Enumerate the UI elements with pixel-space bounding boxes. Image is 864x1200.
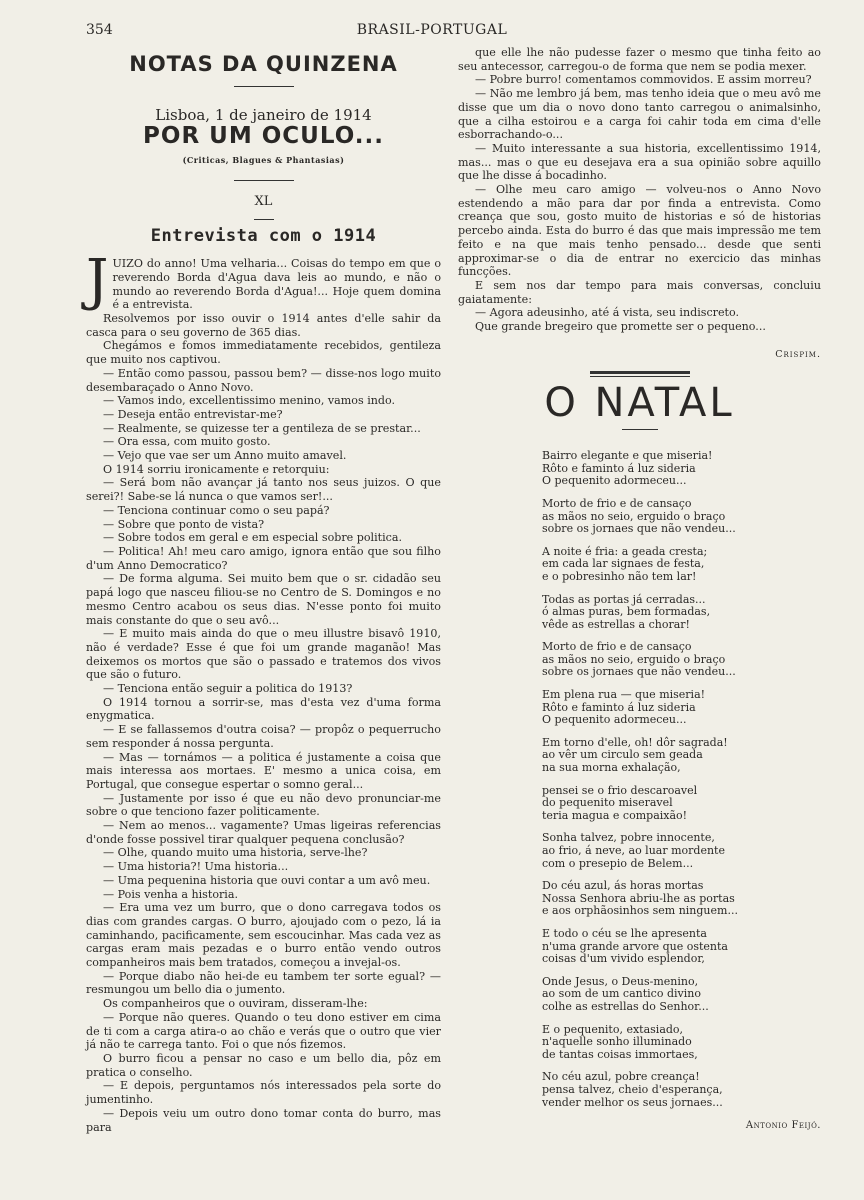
poem-line: vêde as estrellas a chorar!: [542, 617, 690, 631]
paragraph: — Porque não queres. Quando o teu dono estiver em cima de ti com a carga atira-o ao chão e verás que o outro que vier já não te carrega tanto. Foi o que nós fizemos.: [86, 1010, 441, 1052]
divider: [234, 180, 294, 181]
poem-line: Do céu azul, ás horas mortas: [542, 879, 704, 893]
divider: [622, 429, 658, 430]
poem-stanza: [542, 976, 821, 1014]
paragraph: — Será bom não avançar já tanto nos seus juizos. O que serei?! Sabe-se lá nunca o que vamos ser!...: [86, 476, 441, 504]
paragraph: — De forma alguma. Sei muito bem que o sr. cidadão seu papá logo que nasceu filiou-se no Centro de S. Domingos e no mesmo Centro acabou os seus dias. N'esse ponto foi muito mais constante do que o seu avô...: [86, 572, 441, 627]
paragraph: E sem nos dar tempo para mais conversas, concluiu gaiatamente:: [458, 278, 821, 306]
poem-line: coisas d'um vivido esplendor,: [542, 952, 705, 966]
poem-line: as mãos no seio, erguido o braço: [542, 509, 726, 523]
paragraph: — Deseja então entrevistar-me?: [103, 407, 283, 421]
column-title: POR UM OCULO...: [143, 123, 384, 150]
divider: [254, 219, 274, 220]
paragraph: — Porque diabo não hei-de eu tambem ter sorte egual? — resmungou um bello dia o jumento.: [86, 969, 441, 997]
paragraph: Resolvemos por isso ouvir o 1914 antes d'elle sahir da casca para o seu governo de 365 dias.: [86, 312, 441, 339]
paragraph: — Sobre todos em geral e em especial sobre politica.: [103, 531, 402, 545]
right-column: [458, 46, 821, 1133]
column-subtitle: (Criticas, Blagues & Phantasias): [182, 155, 345, 166]
article-title: Entrevista com o 1914: [150, 225, 377, 246]
poem-line: ó almas puras, bem formadas,: [542, 605, 711, 619]
paragraph: — Não me lembro já bem, mas tenho ideia que o meu avô me disse que um dia o novo dono tanto carregou o animalsinho, que a cilha estoirou e a carga foi cahir toda em cima d'elle esborrachando-o...: [458, 87, 821, 142]
chapter-numeral: XL: [254, 193, 273, 209]
signature: Crispim.: [775, 348, 821, 360]
paragraph: — E se fallassemos d'outra coisa? — propôz o pequerrucho sem responder á nossa pergunta.: [86, 723, 441, 750]
poem-stanza: [542, 880, 821, 918]
first-paragraph-text: UIZO do anno! Uma velharia... Coisas do tempo em que o reverendo Borda d'Agua dava leis ao mundo, e não o mundo ao reverendo Borda d'Agua!... Hoje quem domina é a entrevista.: [112, 257, 441, 312]
poem-line: No céu azul, pobre creança!: [542, 1070, 700, 1084]
paragraph: Que grande bregeiro que promette ser o pequeno...: [475, 320, 766, 334]
poem-line: sobre os jornaes que não vendeu...: [542, 522, 736, 536]
poem-author: Antonio Feijó.: [745, 1120, 821, 1132]
paragraph: O 1914 sorriu ironicamente e retorquiu:: [103, 462, 330, 476]
paragraph: — Depois veiu um outro dono tomar conta do burro, mas para: [86, 1106, 441, 1134]
poem-stanza: [542, 737, 821, 775]
paragraph: — Sobre que ponto de vista?: [103, 517, 265, 531]
paragraph: — E depois, perguntamos nós interessados pela sorte do jumentinho.: [86, 1079, 441, 1107]
poem-line: Em torno d'elle, oh! dôr sagrada!: [542, 735, 728, 749]
poem-line: de tantas coisas immortaes,: [542, 1047, 698, 1061]
poem-line: em cada lar signaes de festa,: [542, 557, 705, 571]
poem-line: E o pequenito, extasiado,: [542, 1022, 684, 1036]
poem-stanza: [542, 928, 821, 966]
paragraph: Chegámos e fomos immediatamente recebidos, gentileza que muito nos captivou.: [86, 339, 441, 367]
poem-stanza: [542, 594, 821, 632]
divider: [234, 86, 294, 87]
article-body-continued: [458, 46, 821, 334]
paragraph: — Ora essa, com muito gosto.: [103, 435, 271, 449]
paragraph: — Olhe meu caro amigo — volveu-nos o Anno Novo estendendo a mão para dar por finda a entrevista. Como creança que sou, gosto muito de historias e só de historias percebo ainda. Esta do burro é das que mais impressão me tem feito e na que mais tenho pensado... desde que senti approximar-se o dia de entrar no exercicio das minhas funcções.: [458, 183, 821, 279]
running-head: BRASIL-PORTUGAL: [356, 22, 508, 38]
poem-line: O pequenito adormeceu...: [542, 474, 687, 488]
poem-line: Morto de frio e de cansaço: [542, 640, 692, 654]
poem-stanza: [542, 641, 821, 679]
paragraph: — Muito interessante a sua historia, excellentissimo 1914, mas... mas o que eu desejava era a sua opinião sobre aquillo que lhe disse á bocadinho.: [458, 141, 821, 183]
poem-line: Em plena rua — que miseria!: [542, 688, 706, 702]
first-paragraph: [86, 248, 441, 314]
poem-line: Rôto e faminto á luz sideria: [542, 700, 696, 714]
paragraph: — Era uma vez um burro, que o dono carregava todos os dias com grandes cargas. O burro, ajoujado com o pezo, lá ia caminhando, pacificamente, sem escoucinhar. Mas cada vez as cargas eram mais pezadas e o burro então vendo outros companheiros mais bem tratados, começou a invejal-os.: [86, 901, 441, 970]
poem-line: vender melhor os seus jornaes...: [542, 1095, 723, 1109]
poem-stanza: [542, 1024, 821, 1062]
poem-line: A noite é fria: a geada cresta;: [542, 544, 708, 558]
poem-line: n'aquelle sonho illuminado: [542, 1035, 692, 1049]
poem-title: O NATAL: [544, 380, 735, 427]
poem-line: e aos orphãosinhos sem ninguem...: [542, 904, 738, 918]
paragraph: — Nem ao menos... vagamente? Umas ligeiras referencias d'onde fosse possivel tirar qualquer pequena conclusão?: [86, 819, 441, 846]
poem-line: ao frio, á neve, ao luar mordente: [542, 844, 725, 858]
divider: [590, 371, 690, 377]
paragraph: O burro ficou a pensar no caso e um bello dia, pôz em pratica o conselho.: [86, 1052, 441, 1079]
paragraph: — Olhe, quando muito uma historia, serve-lhe?: [103, 846, 368, 860]
paragraph: — Realmente, se quizesse ter a gentileza de se prestar...: [103, 421, 421, 435]
paragraph: — Mas — tornámos — a politica é justamente a coisa que mais interessa aos mortaes. E' mesmo a unica coisa, em Portugal, que consegue espertar o somno geral...: [86, 750, 441, 791]
poem-line: O pequenito adormeceu...: [542, 713, 687, 727]
section-title: NOTAS DA QUINZENA: [129, 52, 398, 76]
poem-line: Morto de frio e de cansaço: [542, 496, 692, 510]
paragraph: — Uma historia?! Uma historia...: [103, 860, 289, 874]
poem-stanza: [542, 832, 821, 870]
poem-line: ao som de um cantico divino: [542, 987, 701, 1001]
paragraph: — Vejo que vae ser um Anno muito amavel.: [103, 449, 347, 463]
poem-line: do pequenito miseravel: [542, 796, 673, 810]
poem-line: e o pobresinho não tem lar!: [542, 569, 697, 583]
poem-stanza: [542, 546, 821, 584]
paragraph: — Vamos indo, excellentissimo menino, vamos indo.: [103, 394, 396, 408]
paragraph: — Uma pequenina historia que ouvi contar a um avô meu.: [103, 873, 431, 887]
poem-line: sobre os jornaes que não vendeu...: [542, 665, 736, 679]
paragraph: — Então como passou, passou bem? — disse-nos logo muito desembaraçado o Anno Novo.: [86, 366, 441, 394]
poem-line: com o presepio de Belem...: [542, 856, 694, 870]
poem-line: Sonha talvez, pobre innocente,: [542, 831, 715, 845]
paragraph: que elle lhe não pudesse fazer o mesmo que tinha feito ao seu antecessor, carregou-o de forma que nem se podia mexer.: [458, 46, 821, 73]
paragraph: O 1914 tornou a sorrir-se, mas d'esta vez d'uma forma enygmatica.: [86, 695, 441, 723]
poem-line: pensa talvez, cheio d'esperança,: [542, 1082, 723, 1096]
paragraph: — Tenciona então seguir a politica do 1913?: [103, 682, 353, 696]
poem-stanza: [542, 450, 821, 488]
poem-line: teria magua e compaixão!: [542, 808, 688, 822]
poem-line: as mãos no seio, erguido o braço: [542, 652, 726, 666]
poem-stanza: [542, 1071, 821, 1109]
article-body: [86, 312, 441, 1134]
poem: [542, 450, 821, 1109]
page-number: 354: [86, 22, 113, 38]
dateline: Lisboa, 1 de janeiro de 1914: [155, 105, 372, 124]
drop-cap: J: [86, 248, 109, 314]
poem-line: n'uma grande arvore que ostenta: [542, 939, 728, 953]
poem-stanza: [542, 498, 821, 536]
poem-line: colhe as estrellas do Senhor...: [542, 999, 709, 1013]
left-column: [86, 52, 441, 1134]
paragraph: — Tenciona continuar como o seu papá?: [103, 503, 330, 517]
paragraph: — Agora adeusinho, até á vista, seu indiscreto.: [475, 306, 739, 320]
paragraph: — Pobre burro! comentamos commovidos. E assim morreu?: [475, 73, 812, 87]
paragraph: — Justamente por isso é que eu não devo pronunciar-me sobre o que tenciono fazer politicamente.: [86, 791, 441, 819]
poem-line: Onde Jesus, o Deus-menino,: [542, 974, 699, 988]
poem-line: pensei se o frio descaroavel: [542, 783, 698, 797]
poem-line: Todas as portas já cerradas...: [542, 592, 706, 606]
poem-line: E todo o céu se lhe apresenta: [542, 926, 707, 940]
poem-line: Rôto e faminto á luz sideria: [542, 461, 696, 475]
paragraph: — Politica! Ah! meu caro amigo, ignora então que sou filho d'um Anno Democratico?: [86, 544, 441, 572]
paragraph: — E muito mais ainda do que o meu illustre bisavô 1910, não é verdade? Esse é que foi um grande maganão! Mas deixemos os mortos que são o passado e tratemos dos vivos que são o futuro.: [86, 627, 441, 682]
poem-line: ao vêr um circulo sem geada: [542, 748, 703, 762]
paragraph: Os companheiros que o ouviram, disseram-lhe:: [103, 997, 368, 1011]
poem-stanza: [542, 689, 821, 727]
poem-stanza: [542, 785, 821, 823]
paragraph: — Pois venha a historia.: [103, 887, 238, 901]
poem-line: na sua morna exhalação,: [542, 761, 681, 775]
poem-line: Bairro elegante e que miseria!: [542, 449, 713, 463]
poem-line: Nossa Senhora abriu-lhe as portas: [542, 891, 735, 905]
